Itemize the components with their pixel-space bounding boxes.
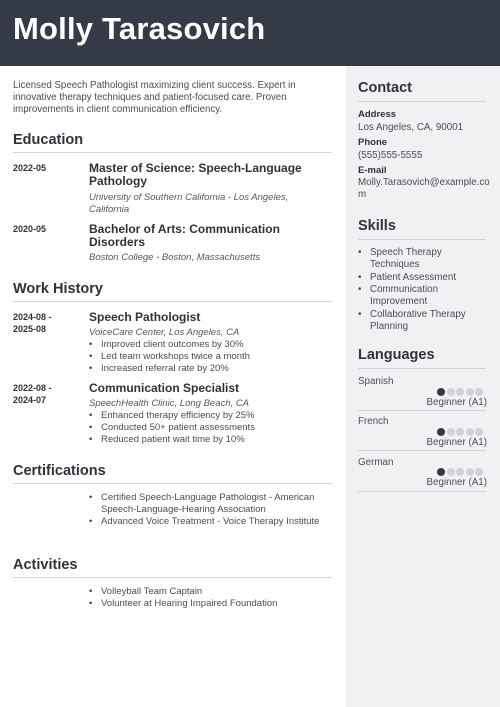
education-date: 2022-05	[13, 163, 47, 173]
education-date: 2020-05	[13, 224, 47, 234]
summary-text: Licensed Speech Pathologist maximizing client success. Expert in innovative therapy techniques and patient-focused care. Proven improvements in client communication efficiency.	[13, 80, 296, 115]
education-degree: Master of Science: Speech-Language Pathology	[89, 161, 302, 188]
work-history-divider	[13, 301, 332, 302]
list-item: • Improved client outcomes by 30%	[101, 339, 336, 351]
education-school: University of Southern California - Los Angeles, California	[89, 192, 289, 215]
education-degree: Bachelor of Arts: Communication Disorders	[89, 222, 280, 249]
work-date-start: 2024-08 -	[13, 312, 52, 322]
list-item: • Advanced Voice Treatment - Voice Therapy Institute	[101, 516, 336, 528]
rating-dot-empty	[456, 428, 464, 436]
certifications-heading: Certifications	[13, 463, 106, 479]
language-name: German	[358, 457, 394, 468]
list-item: • Led team workshops twice a month	[101, 351, 336, 363]
skills-list	[370, 247, 488, 333]
work-company: VoiceCare Center, Los Angeles, CA	[89, 327, 240, 338]
language-level: Beginner (A1)	[426, 397, 487, 408]
email-value[interactable]: Molly.Tarasovich@example.com	[358, 177, 490, 200]
list-item: • Enhanced therapy efficiency by 25%	[101, 410, 336, 422]
rating-dot-empty	[475, 388, 483, 396]
phone-label: Phone	[358, 137, 388, 148]
languages-divider	[358, 368, 486, 369]
certifications-list	[101, 492, 336, 528]
work-bullets	[101, 339, 336, 375]
certifications-divider	[13, 483, 332, 484]
language-rating	[437, 468, 483, 477]
rating-dot-empty	[466, 468, 474, 476]
contact-heading: Contact	[358, 80, 412, 96]
list-item: • Communication Improvement	[370, 284, 488, 308]
rating-dot-filled	[437, 388, 445, 396]
list-item: • Patient Assessment	[370, 272, 488, 284]
rating-dot-empty	[475, 468, 483, 476]
work-history-heading: Work History	[13, 281, 103, 297]
activities-heading: Activities	[13, 557, 78, 573]
list-item: • Volleyball Team Captain	[101, 586, 336, 598]
work-role: Speech Pathologist	[89, 310, 201, 324]
language-divider	[358, 450, 486, 451]
activities-divider	[13, 577, 332, 578]
address-value: Los Angeles, CA, 90001	[358, 122, 464, 133]
rating-dot-filled	[437, 468, 445, 476]
list-item: • Volunteer at Hearing Impaired Foundation	[101, 598, 336, 610]
language-rating	[437, 428, 483, 437]
work-date-end: 2024-07	[13, 395, 47, 405]
rating-dot-empty	[447, 388, 455, 396]
list-item: • Increased referral rate by 20%	[101, 363, 336, 375]
rating-dot-empty	[466, 428, 474, 436]
phone-value: (555)555-5555	[358, 150, 423, 161]
list-item: • Speech Therapy Techniques	[370, 247, 488, 271]
work-bullets	[101, 410, 336, 446]
email-label: E-mail	[358, 165, 387, 176]
language-level: Beginner (A1)	[426, 477, 487, 488]
activities-list	[101, 586, 336, 610]
resume-header	[0, 0, 500, 66]
rating-dot-empty	[456, 388, 464, 396]
rating-dot-empty	[475, 428, 483, 436]
rating-dot-empty	[447, 428, 455, 436]
contact-divider	[358, 101, 486, 102]
education-school: Boston College - Boston, Massachusetts	[89, 252, 261, 263]
language-level: Beginner (A1)	[426, 437, 487, 448]
language-name: French	[358, 416, 389, 427]
language-divider	[358, 410, 486, 411]
rating-dot-empty	[447, 468, 455, 476]
skills-divider	[358, 239, 486, 240]
address-label: Address	[358, 109, 397, 120]
work-date-end: 2025-08	[13, 324, 47, 334]
education-heading: Education	[13, 132, 84, 148]
language-divider	[358, 491, 486, 492]
skills-heading: Skills	[358, 218, 396, 234]
rating-dot-empty	[456, 468, 464, 476]
work-company: SpeechHealth Clinic, Long Beach, CA	[89, 398, 250, 409]
education-divider	[13, 152, 332, 153]
list-item: • Reduced patient wait time by 10%	[101, 434, 336, 446]
list-item: • Certified Speech-Language Pathologist - American Speech-Language-Hearing Association	[101, 492, 336, 516]
languages-heading: Languages	[358, 347, 435, 363]
work-role: Communication Specialist	[89, 381, 240, 395]
work-date-start: 2022-08 -	[13, 383, 52, 393]
language-name: Spanish	[358, 376, 394, 387]
list-item: • Conducted 50+ patient assessments	[101, 422, 336, 434]
language-rating	[437, 388, 483, 397]
rating-dot-empty	[466, 388, 474, 396]
list-item: • Collaborative Therapy Planning	[370, 309, 488, 333]
rating-dot-filled	[437, 428, 445, 436]
candidate-name: Molly Tarasovich	[13, 11, 266, 46]
